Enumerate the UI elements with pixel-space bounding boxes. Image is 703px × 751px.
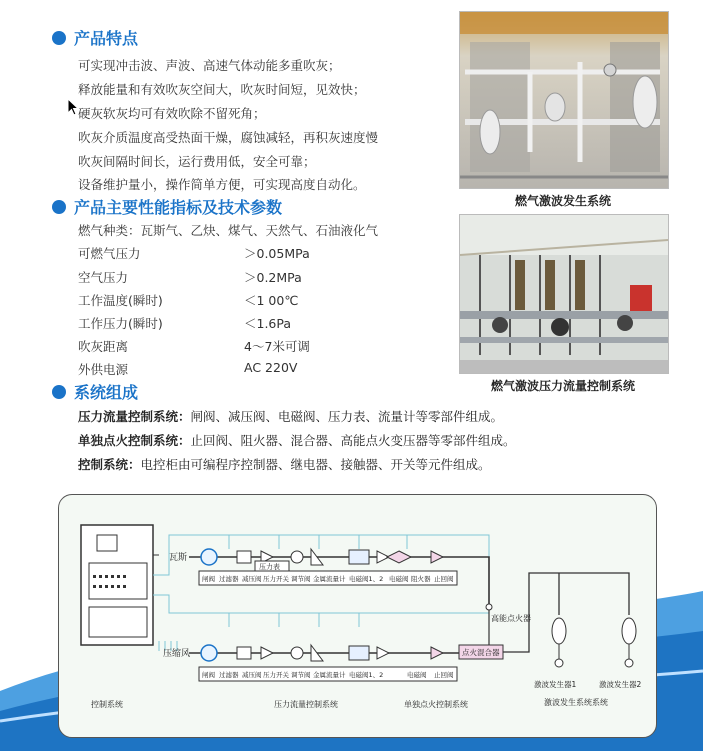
mouse-cursor-icon: [67, 98, 79, 116]
section-label: 单独点火控制系统: [404, 700, 468, 709]
spec-label: 吹灰距离: [78, 339, 129, 354]
air-inlet-label: 压缩风: [163, 649, 191, 659]
fuel-types-line: 燃气种类：瓦斯气、乙炔、煤气、天然气、石油液化气: [78, 223, 379, 238]
generator-1-label: 激波发生器1: [534, 680, 577, 689]
feature-line: 设备维护量小，操作简单方便，可实现高度自动化。: [78, 177, 366, 192]
section-label: 控制系统: [91, 700, 123, 709]
system-item: [78, 407, 503, 425]
system-item: [78, 455, 491, 473]
schematic-drawing: [59, 495, 656, 737]
section-label: 压力流量控制系统: [274, 700, 338, 709]
feature-line: 硬灰软灰均可有效吹除不留死角；: [78, 106, 266, 121]
bullet-dot-icon: [52, 200, 66, 214]
shockwave-generator-photo: [459, 11, 669, 189]
spec-value: ＞0.2MPa: [244, 270, 302, 285]
feature-line: 吹灰介质温度高受热面干燥，腐蚀减轻，再积灰速度慢: [78, 130, 379, 145]
features-heading: 产品特点: [52, 26, 138, 49]
bottom-component-label: 电磁阀1、2: [349, 671, 384, 679]
bottom-component-label: 减压阀: [242, 671, 262, 679]
bullet-dot-icon: [52, 31, 66, 45]
generator-2-label: 激波发生器2: [599, 680, 642, 689]
mixer-label: 点火混合器: [462, 648, 500, 657]
system-item-name: 压力流量控制系统：: [78, 409, 191, 424]
system-item-desc: 闸阀、减压阀、电磁阀、压力表、流量计等零部件组成。: [190, 409, 504, 424]
system-item: [78, 431, 516, 449]
system-heading: 系统组成: [52, 380, 138, 403]
system-item-name: 控制系统：: [78, 457, 141, 472]
bullet-dot-icon: [52, 385, 66, 399]
system-schematic-diagram: [58, 494, 657, 738]
igniter-label: 高能点火器: [491, 614, 531, 623]
system-item-name: 单独点火控制系统：: [78, 433, 191, 448]
spec-value: ＞0.05MPa: [244, 246, 310, 261]
feature-line: 释放能量和有效吹灰空间大，吹灰时间短，见效快；: [78, 82, 366, 97]
photo-caption: 燃气激波发生系统: [514, 194, 611, 208]
top-component-label: 电磁阀1、2: [349, 575, 384, 583]
bottom-component-label: 金属流量计: [313, 671, 346, 679]
specs-heading: 产品主要性能指标及技术参数: [52, 195, 282, 218]
top-component-label: 减压阀: [242, 575, 262, 583]
bottom-component-label: 止回阀: [434, 671, 454, 679]
bottom-component-label: 闸阀: [202, 671, 215, 679]
spec-label: 可燃气压力: [78, 246, 141, 261]
photo-caption: 燃气激波压力流量控制系统: [490, 379, 635, 393]
system-item-desc: 止回阀、阻火器、混合器、高能点火变压器等零部件组成。: [190, 433, 516, 448]
pressure-gauge-label: 压力表: [259, 563, 280, 571]
system-item-desc: 电控柜由可编程序控制器、继电器、接触器、开关等元件组成。: [140, 457, 491, 472]
spec-label: 工作温度(瞬时): [78, 293, 163, 308]
gas-inlet-label: 瓦斯: [169, 553, 188, 563]
spec-value: AC 220V: [244, 360, 298, 375]
top-component-label: 金属流量计: [313, 575, 346, 583]
bottom-component-label: 过滤器: [219, 671, 239, 679]
bottom-component-label: 调节阀: [291, 671, 311, 679]
spec-value: ＜1.6Pa: [244, 316, 292, 331]
feature-line: 吹灰间隔时间长，运行费用低，安全可靠；: [78, 154, 316, 169]
bottom-component-label: 电磁阀: [407, 671, 427, 679]
pressure-flow-control-photo: [459, 214, 669, 374]
top-component-label: 闸阀: [202, 575, 215, 583]
top-component-label: 过滤器: [219, 575, 239, 583]
top-component-label: 调节阀: [291, 575, 311, 583]
spec-value: 4～7米可调: [244, 339, 310, 354]
spec-label: 外供电源: [78, 362, 129, 377]
spec-label: 空气压力: [78, 270, 129, 285]
top-component-label: 阻火器: [411, 575, 431, 583]
generator-photo-illustration: [460, 12, 668, 188]
section-label: 激波发生系统系统: [544, 698, 608, 707]
top-component-label: 止回阀: [434, 575, 454, 583]
bottom-component-label: 压力开关: [263, 671, 289, 679]
top-component-label: 电磁阀: [389, 575, 409, 583]
spec-value: ＜1 00℃: [244, 293, 299, 308]
spec-label: 工作压力(瞬时): [78, 316, 163, 331]
top-component-label: 压力开关: [263, 575, 289, 583]
feature-line: 可实现冲击波、声波、高速气体动能多重吹灰；: [78, 58, 341, 73]
control-photo-illustration: [460, 215, 668, 373]
